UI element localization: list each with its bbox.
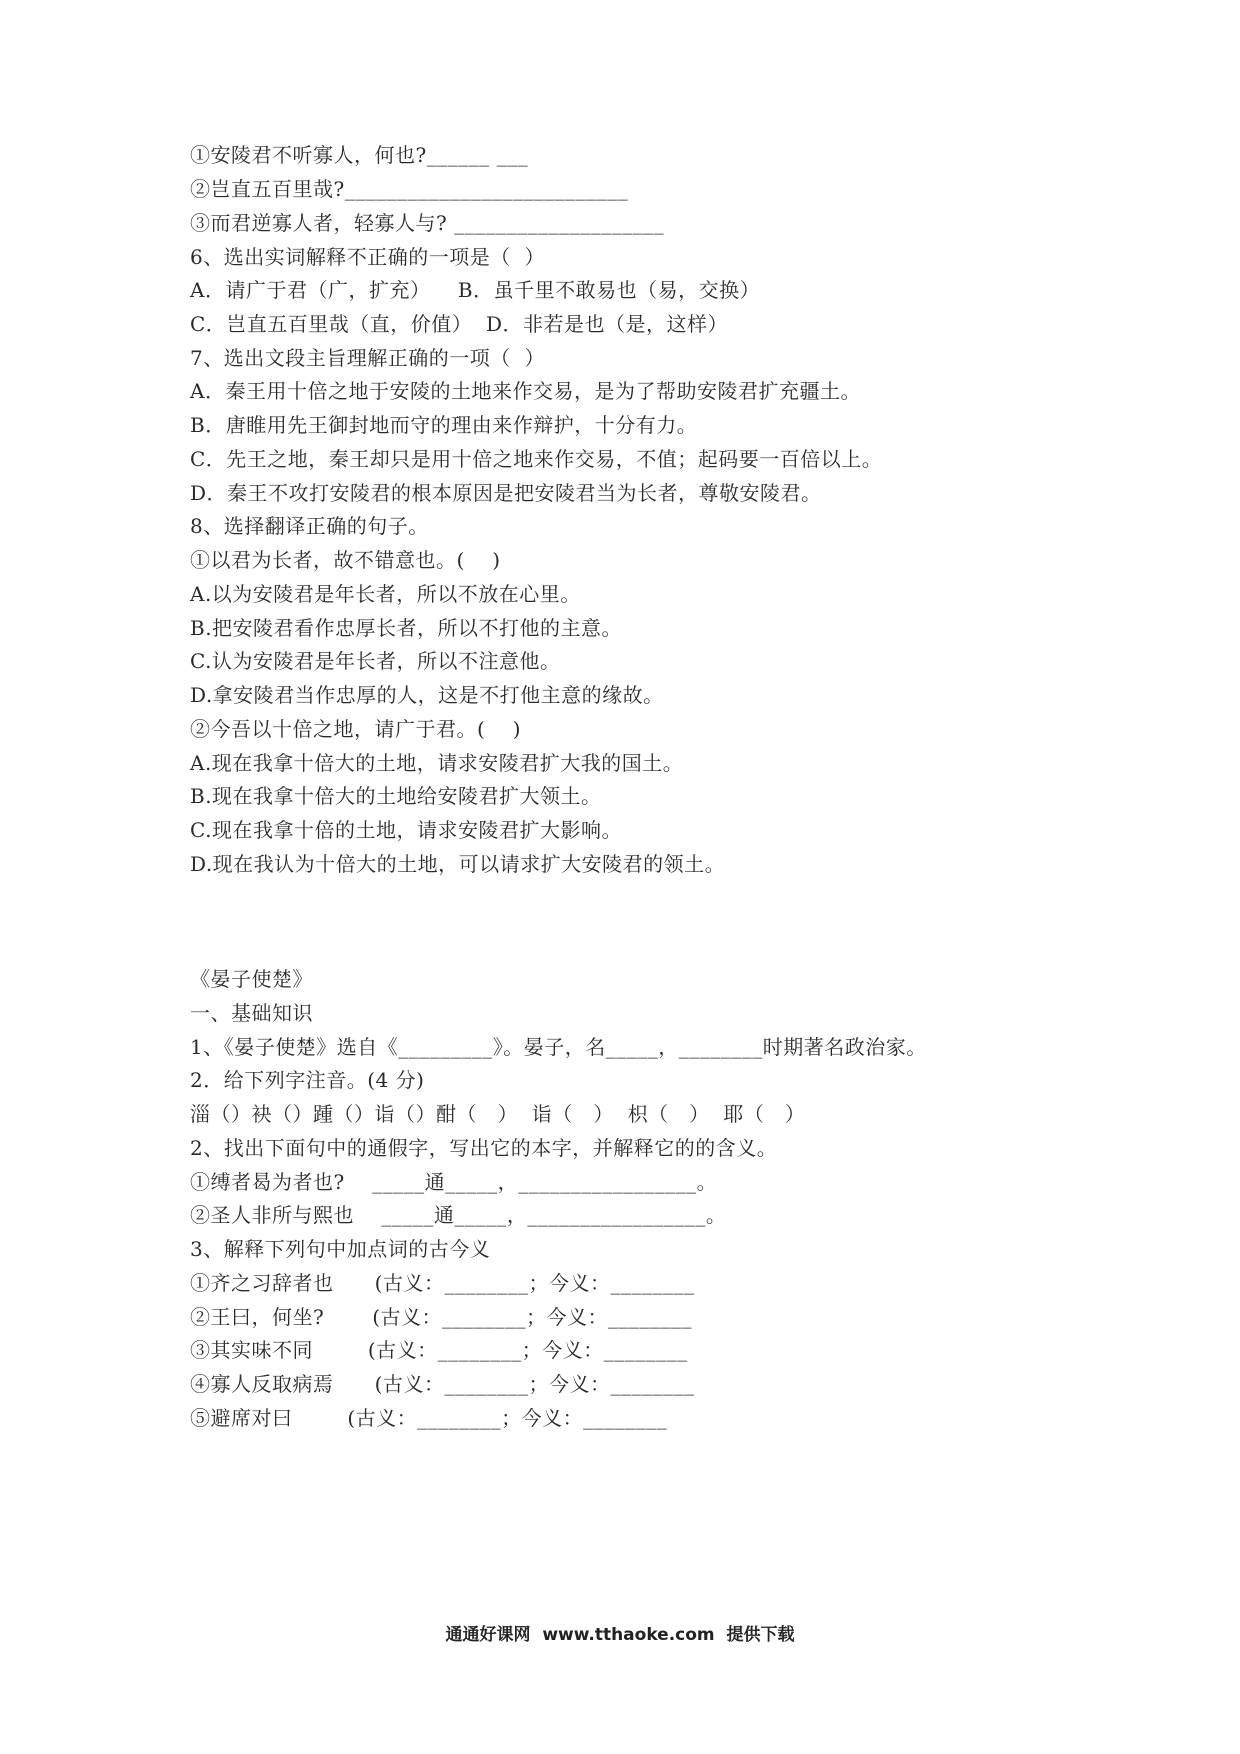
text-line: 淄（）袂（）踵（）诣（）酣（ ） 诣（ ） 枳（ ） 耶（ ）: [190, 1102, 806, 1126]
text-line: ①齐之习辞者也 (古义：________；今义：________: [190, 1271, 695, 1295]
text-line: ④寡人反取病焉 (古义：________；今义：________: [190, 1372, 695, 1396]
question-heading: 2、找出下面句中的通假字，写出它的本字，并解释它的的含义。: [190, 1136, 778, 1160]
text-line: ②岂直五百里哉?___________________________: [190, 177, 629, 201]
question-heading: 2．给下列字注音。(4 分): [190, 1068, 425, 1092]
question-heading: 6、选出实词解释不正确的一项是（ ）: [190, 245, 545, 269]
section-title: 《晏子使楚》: [190, 967, 313, 991]
option-line: C．岂直五百里哉（直，价值） D．非若是也（是，这样）: [190, 312, 729, 336]
text-line: ③其实味不同 (古义：________；今义：________: [190, 1338, 688, 1362]
option-line: A．秦王用十倍之地于安陵的土地来作交易，是为了帮助安陵君扩充疆土。: [190, 379, 861, 403]
option-line: D.现在我认为十倍大的土地，可以请求扩大安陵君的领土。: [190, 852, 726, 876]
option-line: A．请广于君（广，扩充） B．虽千里不敢易也（易，交换）: [190, 278, 761, 302]
text-line: ⑤避席对曰 (古义：________；今义：________: [190, 1406, 668, 1430]
option-line: C.认为安陵君是年长者，所以不注意他。: [190, 649, 561, 673]
question-heading: 7、选出文段主旨理解正确的一项（ ）: [190, 346, 545, 370]
section-heading: 一、基础知识: [190, 1001, 313, 1025]
text-line: ①安陵君不听寡人，何也?______ ___: [190, 143, 529, 167]
page-footer: 通通好课网 www.tthaoke.com 提供下载: [445, 1625, 795, 1645]
text-line: ①缚者曷为者也? _____通_____，_________________。: [190, 1170, 718, 1194]
option-line: A.现在我拿十倍大的土地，请求安陵君扩大我的国土。: [190, 751, 684, 775]
option-line: C．先王之地，秦王却只是用十倍之地来作交易，不值；起码要一百倍以上。: [190, 447, 883, 471]
option-line: C.现在我拿十倍的土地，请求安陵君扩大影响。: [190, 818, 622, 842]
text-line: ②王曰，何坐? (古义：________；今义：________: [190, 1305, 693, 1329]
option-line: A.以为安陵君是年长者，所以不放在心里。: [190, 582, 581, 606]
text-line: ①以君为长者，故不错意也。( ): [190, 548, 501, 572]
text-line: ③而君逆寡人者，轻寡人与? ____________________: [190, 211, 665, 235]
question-heading: 8、选择翻译正确的句子。: [190, 514, 429, 538]
option-line: B.现在我拿十倍大的土地给安陵君扩大领土。: [190, 784, 602, 808]
option-line: D.拿安陵君当作忠厚的人，这是不打他主意的缘故。: [190, 683, 664, 707]
text-line: ②今吾以十倍之地，请广于君。( ): [190, 717, 522, 741]
text-line: 1、《晏子使楚》选自《_________》。晏子，名_____，________时期著名政治家。: [190, 1035, 927, 1059]
option-line: B.把安陵君看作忠厚长者，所以不打他的主意。: [190, 616, 623, 640]
text-line: ②圣人非所与熙也 _____通_____，_________________。: [190, 1203, 727, 1227]
option-line: D．秦王不攻打安陵君的根本原因是把安陵君当为长者，尊敬安陵君。: [190, 481, 822, 505]
option-line: B．唐睢用先王御封地而守的理由来作辩护，十分有力。: [190, 413, 698, 437]
question-heading: 3、解释下列句中加点词的古今义: [190, 1237, 491, 1261]
